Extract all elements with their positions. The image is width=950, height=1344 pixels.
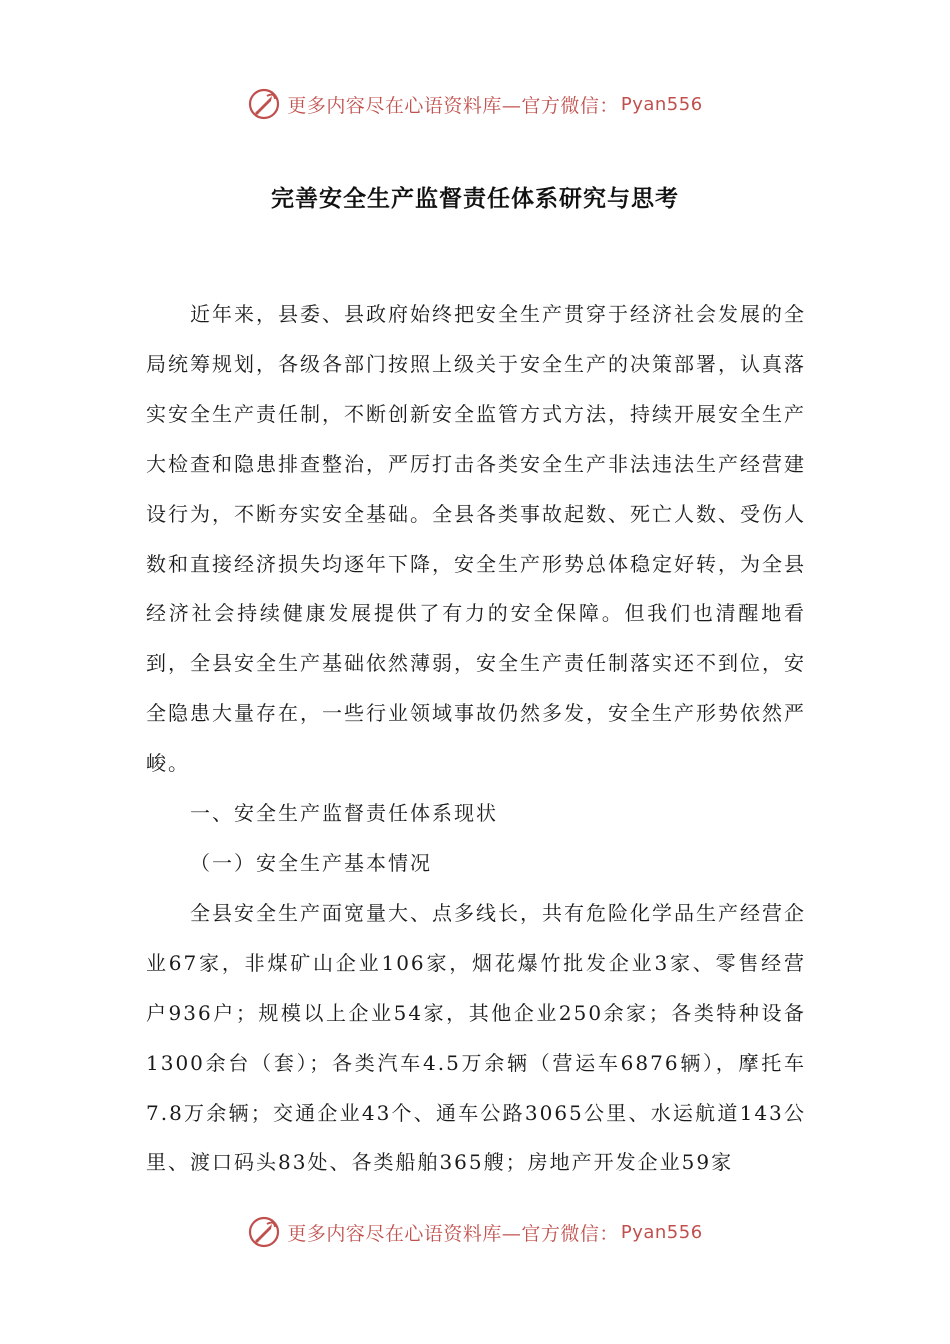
subsection-heading-1-1: （一）安全生产基本情况: [190, 850, 432, 875]
document-title: 完善安全生产监督责任体系研究与思考: [271, 186, 679, 212]
watermark-text: 更多内容尽在心语资料库—官方微信：: [287, 1222, 619, 1245]
watermark-wechat-id: Pyan556: [620, 1221, 703, 1243]
paragraph-intro: 近年来，县委、县政府始终把安全生产贯穿于经济社会发展的全局统筹规划，各级各部门按照上级关于安全生产的决策部署，认真落实安全生产责任制，不断创新安全监管方式方法，持续开展安全生产大检查和隐患排查整治，严厉打击各类安全生产非法违法生产经营建设行为，不断夯实安全基础。全县各类事故起数、死亡人数、受伤人数和直接经济损失均逐年下降，安全生产形势总体稳定好转，为全县经济社会持续健康发展提供了有力的安全保障。但我们也清醒地看到，全县安全生产基础依然薄弱，安全生产责任制落实还不到位，安全隐患大量存在，一些行业领域事故仍然多发，安全生产形势依然严峻。: [146, 302, 806, 776]
fountain-pen-logo-icon: [247, 1215, 281, 1249]
watermark-footer: [0, 1212, 950, 1252]
watermark-wechat-id: Pyan556: [620, 93, 703, 115]
document-body: [146, 290, 806, 1188]
paragraph-basic-situation: 全县安全生产面宽量大、点多线长，共有危险化学品生产经营企业67家，非煤矿山企业106家，烟花爆竹批发企业3家、零售经营户936户；规模以上企业54家，其他企业250余家；各类特种设备1300余台（套）；各类汽车4.5万余辆（营运车6876辆），摩托车7.8万余辆；交通企业43个、通车公路3065公里、水运航道143公里、渡口码头83处、各类船舶365艘；房地产开发企业59家: [146, 900, 806, 1175]
section-heading-1: 一、安全生产监督责任体系现状: [190, 801, 498, 826]
watermark-header: [0, 84, 950, 124]
watermark-text: 更多内容尽在心语资料库—官方微信：: [287, 94, 619, 117]
fountain-pen-logo-icon: [247, 87, 281, 121]
